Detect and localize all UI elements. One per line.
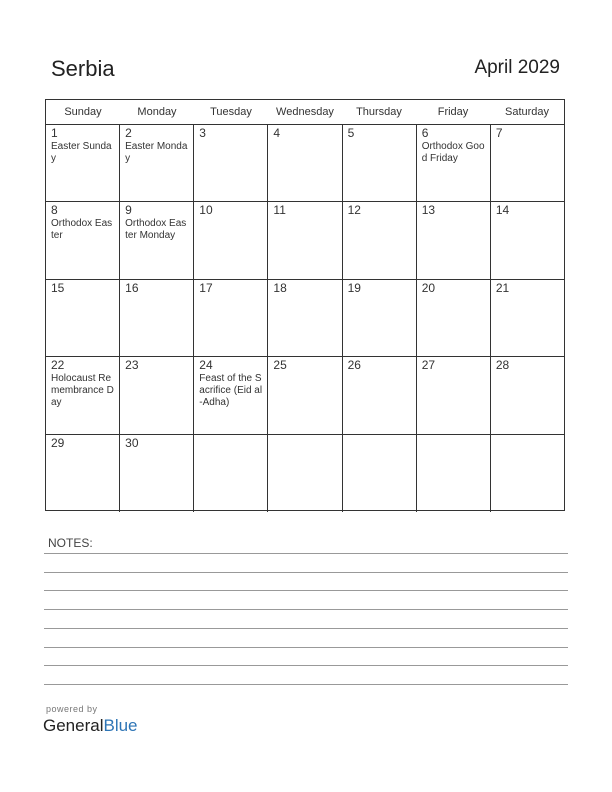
day-number: 3	[199, 126, 206, 140]
holiday-label: Feast of the Sacrifice (Eid al-Adha)	[199, 373, 263, 409]
notes-line	[44, 684, 568, 685]
day-number: 15	[51, 280, 65, 295]
day-number: 27	[421, 358, 436, 373]
day-cell	[268, 357, 342, 433]
weekday-sunday: Sunday	[64, 106, 102, 118]
day-cell	[417, 357, 491, 433]
day-cell	[194, 280, 268, 356]
day-cell	[194, 125, 268, 201]
day-cell	[120, 125, 194, 201]
day-cell	[491, 202, 564, 278]
brand-blue: Blue	[103, 716, 138, 735]
day-number: 18	[273, 280, 287, 295]
week-row	[46, 202, 564, 279]
weekday-thursday: Thursday	[356, 106, 402, 118]
notes-line	[44, 572, 568, 573]
calendar-grid	[45, 99, 565, 511]
day-number: 19	[347, 280, 361, 295]
day-cell	[120, 435, 194, 512]
day-cell	[120, 280, 194, 356]
notes-line	[44, 628, 568, 629]
brand-general: General	[43, 716, 104, 735]
weekday-tuesday: Tuesday	[210, 106, 252, 118]
day-cell	[343, 202, 417, 278]
day-cell	[343, 357, 417, 433]
weekday-monday: Monday	[137, 106, 177, 118]
week-row	[46, 125, 564, 202]
day-number: 1	[51, 126, 58, 140]
day-number: 7	[495, 126, 503, 140]
day-cell	[491, 357, 564, 433]
notes-line	[44, 665, 568, 666]
day-number: 24	[199, 358, 213, 373]
weekday-friday: Friday	[437, 106, 469, 118]
day-cell	[194, 202, 268, 278]
generalblue-logo	[43, 716, 138, 736]
weekday-saturday: Saturday	[504, 106, 550, 118]
day-cell	[343, 280, 417, 356]
holiday-label: Orthodox Easter Monday	[125, 218, 187, 242]
day-number: 11	[273, 203, 286, 218]
day-number: 25	[273, 358, 287, 373]
day-cell	[46, 435, 120, 512]
day-number: 2	[125, 126, 132, 140]
day-cell	[268, 280, 342, 356]
holiday-label: Easter Monday	[125, 141, 188, 164]
day-cell	[417, 202, 491, 278]
day-cell	[268, 125, 342, 201]
day-cell	[46, 202, 120, 278]
weekday-wednesday: Wednesday	[276, 106, 334, 118]
holiday-label: Holocaust Remembrance Day	[51, 373, 114, 409]
day-cell	[194, 357, 268, 433]
day-cell	[417, 125, 491, 201]
day-number: 9	[125, 203, 132, 218]
day-cell	[194, 435, 268, 512]
notes-line	[44, 590, 568, 591]
day-number: 21	[495, 280, 510, 295]
holiday-label: Orthodox Easter	[51, 218, 113, 242]
notes-line	[44, 553, 568, 554]
day-number: 8	[51, 203, 58, 218]
powered-by-text: powered by	[46, 704, 98, 714]
day-number: 14	[495, 203, 510, 218]
country-title: Serbia	[51, 56, 115, 81]
day-cell	[343, 125, 417, 201]
day-cell	[491, 125, 564, 201]
day-number: 20	[421, 280, 436, 295]
notes-line	[44, 647, 568, 648]
notes-line	[44, 609, 568, 610]
holiday-label: Easter Sunday	[51, 141, 112, 164]
day-cell	[491, 280, 564, 356]
holiday-label: Orthodox Good Friday	[421, 141, 485, 164]
day-number: 13	[421, 203, 436, 218]
day-cell	[343, 435, 417, 512]
day-number: 28	[495, 358, 510, 373]
day-cell	[46, 280, 120, 356]
day-number: 29	[51, 435, 65, 450]
week-row	[46, 357, 564, 434]
day-cell	[268, 435, 342, 512]
day-number: 6	[421, 126, 429, 140]
day-number: 5	[347, 126, 355, 140]
day-cell	[491, 435, 564, 512]
day-number: 17	[199, 280, 213, 295]
day-cell	[120, 202, 194, 278]
day-number: 10	[199, 203, 213, 218]
day-number: 22	[51, 358, 65, 373]
notes-label: NOTES:	[48, 536, 93, 550]
day-number: 26	[347, 358, 361, 373]
day-number: 30	[125, 435, 139, 450]
day-cell	[120, 357, 194, 433]
day-cell	[268, 202, 342, 278]
day-cell	[417, 435, 491, 512]
weekday-header-row	[46, 100, 564, 125]
day-cell	[417, 280, 491, 356]
day-cell	[46, 357, 120, 433]
day-number: 16	[125, 280, 139, 295]
month-title: April 2029	[474, 57, 560, 78]
week-row	[46, 280, 564, 357]
weeks-container	[46, 125, 564, 512]
day-number: 12	[347, 203, 361, 218]
day-number: 4	[273, 126, 281, 140]
day-number: 23	[125, 358, 139, 373]
week-row	[46, 435, 564, 512]
day-cell	[46, 125, 120, 201]
